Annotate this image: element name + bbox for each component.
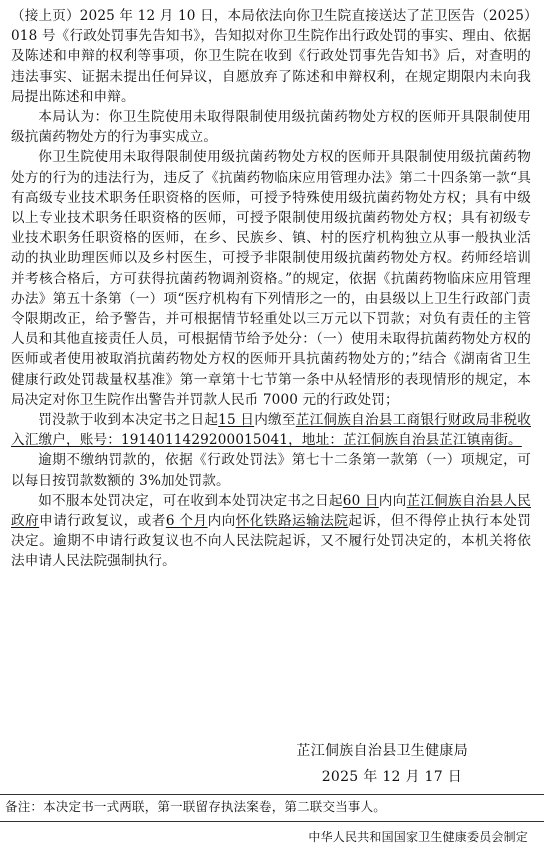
appeal-lawsuit-deadline: 6 个月 [165,513,208,530]
paragraph-finding: 本局认为：你卫生院使用未取得限制使用级抗菌药物处方权的医师开具限制使用级抗菌药物处方的行为事实成立。 [11,109,531,146]
paragraph-notice-delivery: （接上页）2025 年 12 月 10 日，本局依法向你卫生院直接送达了芷卫医告（2025）018 号《行政处罚事先告知书》，告知拟对你卫生院作出行政处罚的事实、理由、依据及陈述和申辩的权利等事项，你卫生院在收到《行政处罚事先告知书》后，对查明的违法事实、证据未提出任何异议，自愿放弃了陈述和申辩权利，在规定期限内未向我局提出陈述和申辩。 [11,8,531,105]
issue-date: 2025 年 12 月 17 日 [321,769,462,785]
divider-bottom [0,821,544,822]
payment-text-1: 罚没款于收到本决定书之日起 [38,412,219,429]
payment-deadline: 15 日 [218,412,255,429]
paragraph-appeal [11,491,531,572]
paragraph-legal-basis: 你卫生院使用未取得限制使用级抗菌药物处方权的医师开具限制使用级抗菌药物处方的行为的违法行为，违反了《抗菌药物临床应用管理办法》第二十四条第一款“具有高级专业技术职务任职资格的医师，可授予特殊使用级抗菌药物处方权；具有中级以上专业技术职务任职资格的医师，可授予限制使用级抗菌药物处方权；具有初级专业技术职务任职资格的医师，在乡、民族乡、镇、村的医疗机构独立从事一般执业活动的执业助理医师以及乡村医生，可授予非限制使用级抗菌药物处方权。药师经培训并考核合格后，方可获得抗菌药物调剂资格。”的规定，依据《抗菌药物临床应用管理办法》第五十条第（一）项“医疗机构有下列情形之一的，由县级以上卫生行政部门责令限期改正，给予警告，并可根据情节轻重处以三万元以下罚款；对负有责任的主管人员和其他直接责任人员，可根据情节给予处分：（一）使用未取得抗菌药物处方权的医师或者使用被取消抗菌药物处方权的医师开具抗菌药物处方的；”结合《湖南省卫生健康行政处罚裁量权基准》第一章第十七节第一条中从轻情形的表现情形的规定，本局决定对你卫生院作出警告并罚款人民币 7000 元的行政处罚； [11,149,531,408]
appeal-text-5: 起诉，但不得停止执行本处罚决定。逾期不申请行政复议也不向人民法院起诉，又不履行处罚决定的，本机关将依法申请人民法院强制执行。 [11,513,531,570]
paragraph-late-penalty: 逾期不缴纳罚款的，依据《行政处罚法》第七十二条第一款第（一）项规定，可以每日按罚款数额的 3%加处罚款。 [11,452,531,489]
form-footer: 中华人民共和国国家卫生健康委员会制定 [308,830,528,844]
payment-text-2: 内缴至 [254,412,296,429]
appeal-text-3: 申请行政复议，或者 [39,513,166,530]
appeal-review-deadline: 60 日 [342,492,379,509]
appeal-review-body: 芷江侗族自治县人民政府 [11,492,531,530]
appeal-text-4: 内向 [207,513,236,530]
issuing-authority: 芷江侗族自治县卫生健康局 [296,743,468,759]
paragraph-payment [11,410,531,450]
divider-top [0,794,544,795]
appeal-court: 怀化铁路运输法院 [235,513,349,530]
payment-account: 芷江侗族自治县工商银行财政局非税收入汇缴户，账号：19140114292000150​41，地址：芷江侗族自治县芷江镇南街。 [11,412,531,449]
appeal-text-1: 如不服本处罚决定，可在收到本处罚决定书之日起 [38,492,343,509]
decision-body [11,6,531,572]
appeal-text-2: 内向 [378,492,407,509]
remarks-note: 备注：本决定书一式两联，第一联留存执法案卷，第二联交当事人。 [5,799,387,814]
